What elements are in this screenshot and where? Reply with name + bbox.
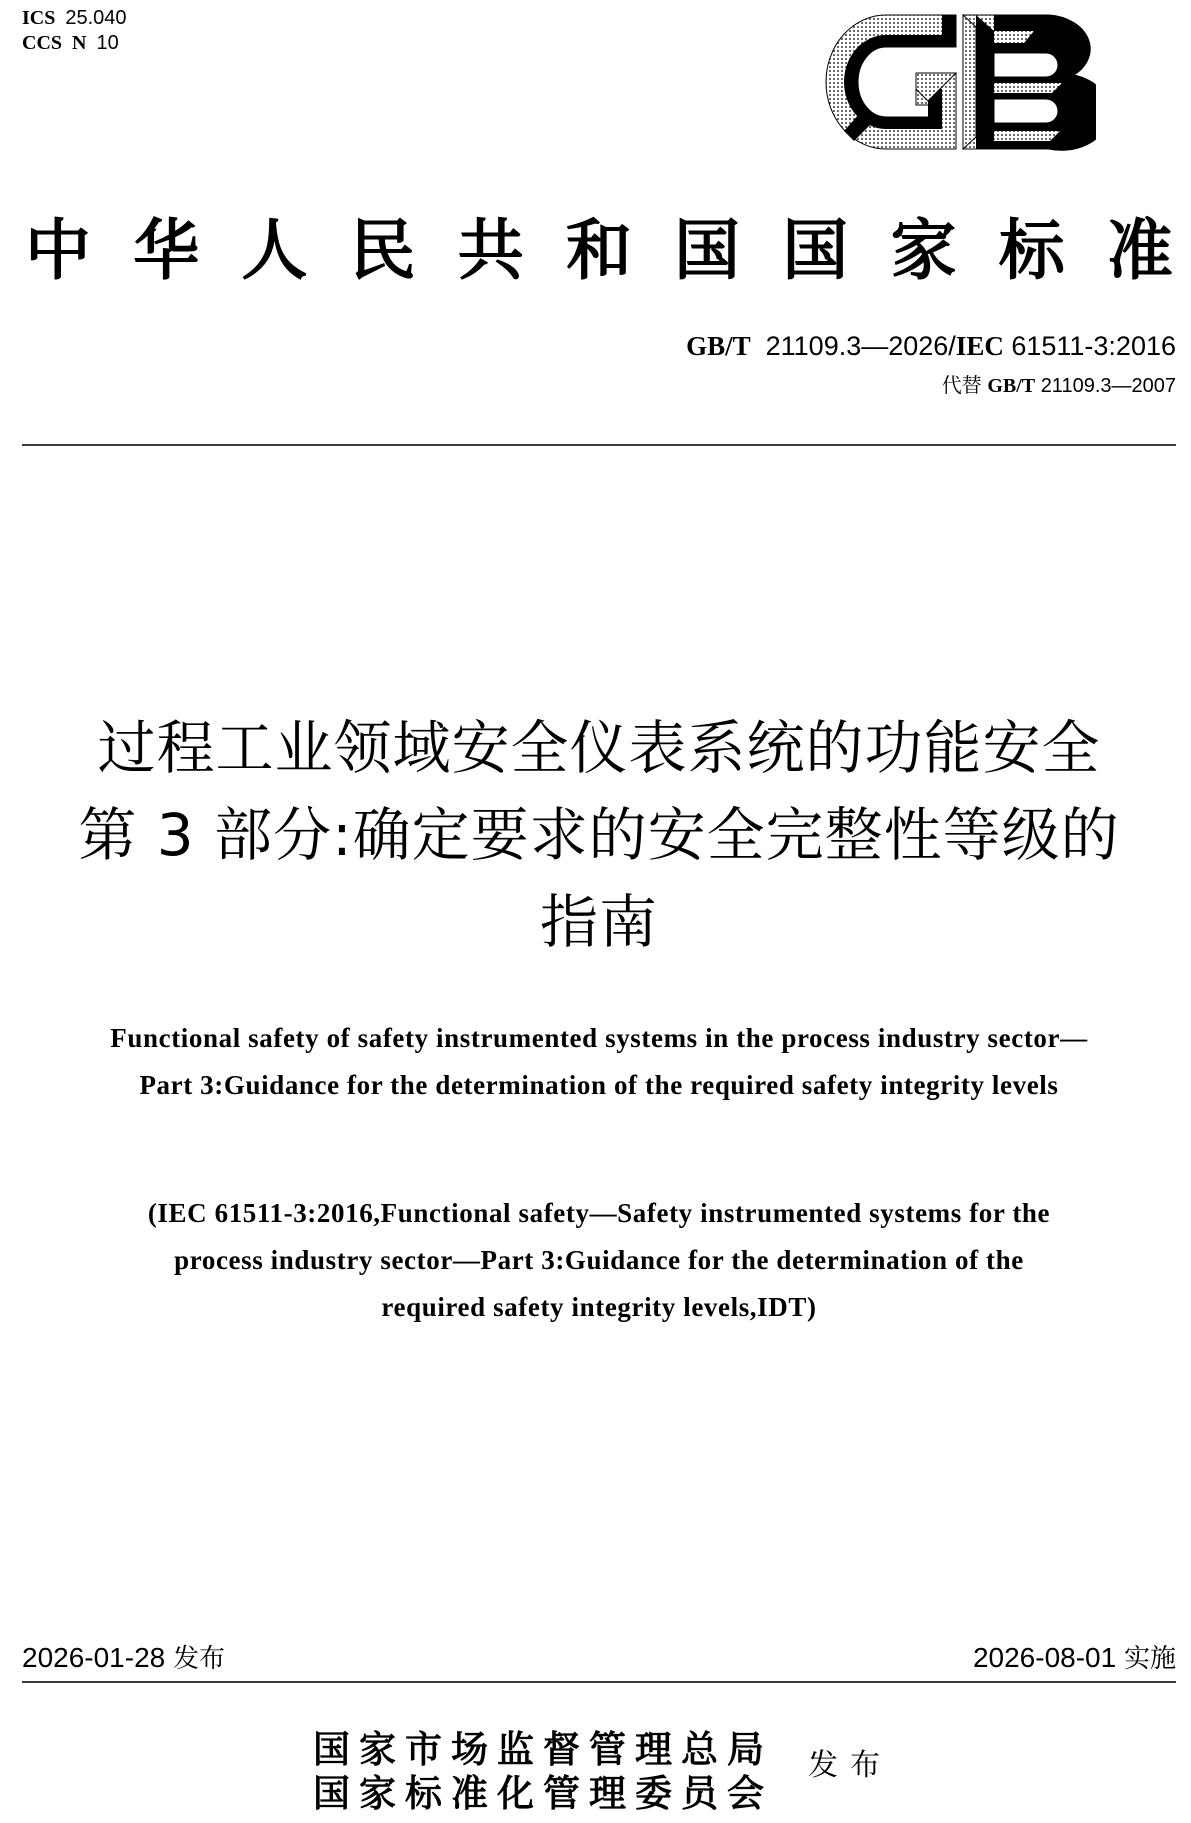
national-standard-heading — [22, 205, 1176, 295]
issuing-authorities — [313, 1727, 773, 1815]
replaces-code: 21109.3—2007 — [1040, 375, 1176, 397]
implement-label: 实施 — [1123, 1644, 1176, 1674]
heading-char: 标 — [998, 211, 1065, 289]
publish-label: 发布 — [173, 1644, 226, 1674]
replaces-standard — [942, 373, 1176, 399]
heading-char: 家 — [890, 211, 957, 289]
english-title-line: Part 3:Guidance for the determination of the required safety integrity levels — [139, 1070, 1059, 1100]
heading-char: 民 — [349, 211, 416, 289]
gb-logo-icon — [824, 13, 1096, 151]
heading-char: 共 — [457, 211, 524, 289]
english-title — [22, 1015, 1176, 1109]
heading-char: 华 — [133, 211, 200, 289]
implement-date-value: 2026-08-01 — [972, 1642, 1117, 1673]
ccs-value: 10 — [96, 32, 119, 54]
equivalence-statement — [22, 1190, 1176, 1331]
english-title-line: Functional safety of safety instrumented systems in the process industry sector— — [110, 1023, 1088, 1053]
issuer-sac: 国家标准化管理委员会 — [313, 1771, 773, 1815]
classification-codes — [22, 6, 127, 56]
heading-char: 人 — [241, 211, 308, 289]
chinese-title-line: 指南 — [539, 888, 658, 956]
replaces-label: 代替 — [941, 375, 982, 397]
equivalence-line: (IEC 61511-3:2016,Functional safety—Safety instrumented systems for the — [147, 1198, 1051, 1228]
standard-code: 21109.3—2026/ — [765, 331, 956, 361]
heading-char: 准 — [1106, 211, 1173, 289]
replaces-prefix: GB/T — [987, 375, 1036, 397]
ccs-label: CCS — [22, 32, 63, 54]
footer-divider — [22, 1681, 1176, 1683]
heading-char: 国 — [782, 211, 849, 289]
heading-char: 和 — [565, 211, 632, 289]
equivalence-line: process industry sector—Part 3:Guidance for the determination of the — [174, 1245, 1024, 1275]
ics-label: ICS — [22, 7, 56, 29]
header-divider — [22, 444, 1176, 446]
ccs-letter: N — [72, 32, 87, 54]
ics-value: 25.040 — [65, 7, 127, 29]
standard-prefix: GB/T — [686, 331, 751, 361]
ics-code — [22, 6, 127, 31]
iec-code: 61511-3:2016 — [1011, 331, 1176, 361]
chinese-title-line: 第 3 部分:确定要求的安全完整性等级的 — [78, 801, 1120, 869]
issuer-samr: 国家市场监督管理总局 — [313, 1727, 773, 1771]
chinese-title — [22, 705, 1176, 966]
implement-date — [973, 1640, 1176, 1677]
ccs-code — [22, 31, 127, 56]
equivalence-line: required safety integrity levels,IDT) — [381, 1292, 817, 1322]
standard-number — [686, 328, 1176, 364]
issue-label: 发布 — [808, 1748, 892, 1783]
iec-prefix: IEC — [955, 331, 1004, 361]
heading-char: 中 — [25, 211, 91, 289]
publish-date — [22, 1640, 225, 1677]
heading-char: 国 — [674, 211, 741, 289]
chinese-title-line: 过程工业领域安全仪表系统的功能安全 — [97, 714, 1101, 782]
publish-date-value: 2026-01-28 — [22, 1642, 166, 1673]
